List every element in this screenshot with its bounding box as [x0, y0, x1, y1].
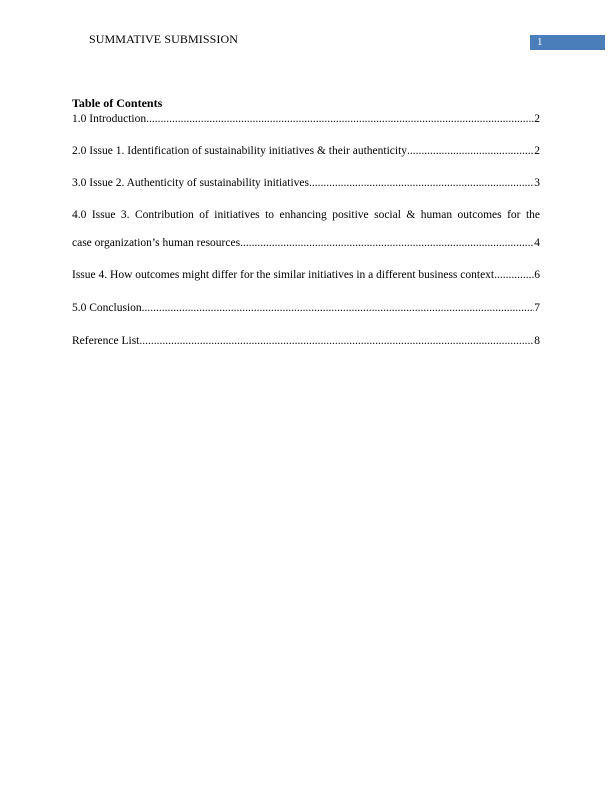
toc-entry-text: Issue 4. How outcomes might differ for the similar initiatives in a different business context [72, 269, 495, 281]
toc-entry-text: 5.0 Conclusion [72, 302, 142, 314]
toc-leader-dots [407, 145, 534, 157]
toc-leader-dots [309, 177, 534, 189]
toc-leader-dots [146, 113, 534, 125]
toc-entry-page: 8 [534, 335, 540, 347]
toc-entry-text: 1.0 Introduction [72, 113, 147, 125]
toc-entry-issue-4[interactable] [72, 269, 540, 281]
toc-leader-dots [240, 237, 534, 249]
toc-leader-dots [494, 269, 534, 281]
toc-entry-issue-1[interactable] [72, 145, 540, 157]
header-title: SUMMATIVE SUBMISSION [89, 32, 239, 46]
toc-heading: Table of Contents [72, 96, 163, 110]
toc-entry-introduction[interactable] [72, 113, 540, 125]
toc-entry-text: Reference List [72, 335, 140, 347]
toc-entry-page: 4 [534, 237, 540, 249]
toc-entry-issue-3-line1[interactable]: 4.0 Issue 3. Contribution of initiatives to enhancing positive social & human outcomes for the [72, 209, 540, 221]
page-number-badge: 1 [530, 35, 605, 50]
toc-entry-conclusion[interactable] [72, 302, 540, 314]
toc-entry-issue-2[interactable] [72, 177, 540, 189]
toc-entry-page: 2 [534, 145, 540, 157]
toc-entry-page: 2 [534, 113, 540, 125]
toc-leader-dots [142, 302, 535, 314]
toc-entry-reference-list[interactable] [72, 335, 540, 347]
toc-entry-text: case organization’s human resources [72, 237, 241, 249]
toc-entry-text: 2.0 Issue 1. Identification of sustainability initiatives & their authenticity [72, 145, 408, 157]
toc-entry-page: 6 [534, 269, 540, 281]
toc-entry-text: 3.0 Issue 2. Authenticity of sustainability initiatives [72, 177, 310, 189]
toc-entry-page: 7 [534, 302, 540, 314]
toc-entry-page: 3 [534, 177, 540, 189]
toc-entry-issue-3[interactable] [72, 237, 540, 249]
toc-leader-dots [139, 335, 534, 347]
